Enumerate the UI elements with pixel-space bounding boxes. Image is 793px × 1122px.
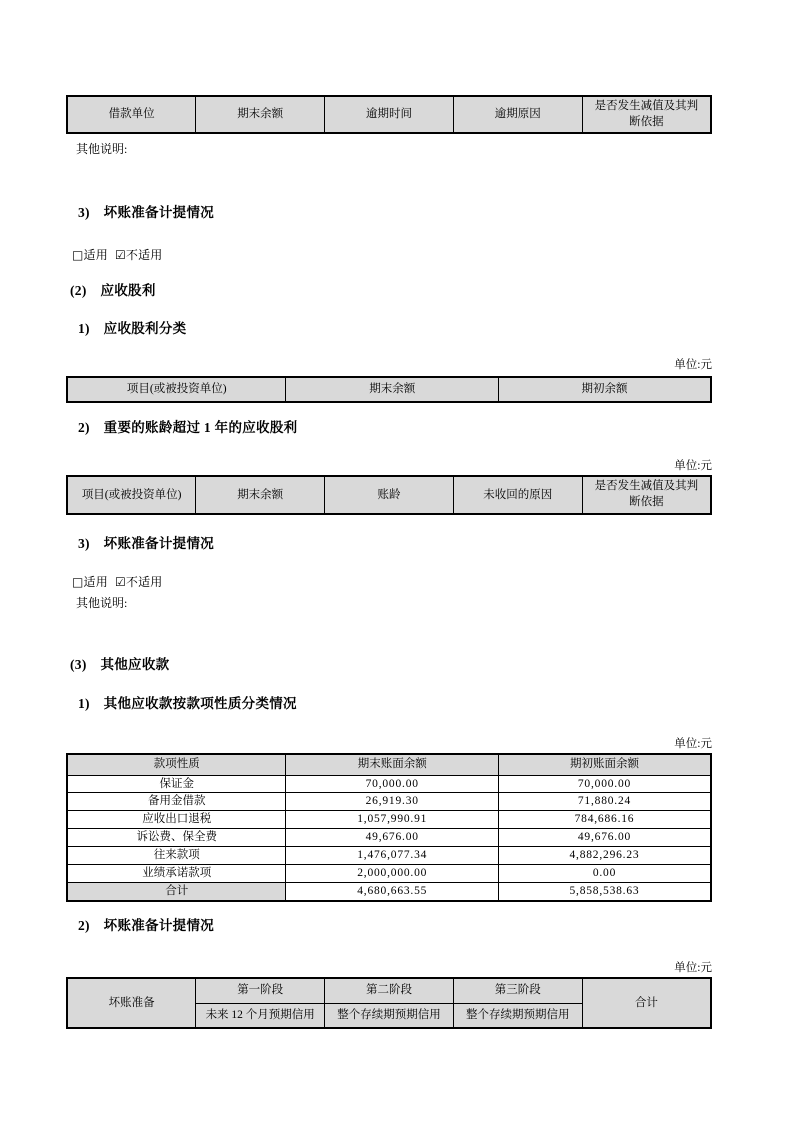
total-header: 合计 (582, 978, 711, 1028)
applicability-line-2 (72, 573, 163, 590)
column-header (582, 96, 711, 133)
bad-debt-stages-table (66, 977, 712, 1029)
table-header-row (67, 978, 711, 1003)
column-subheader: 整个存续期预期信用 (325, 1003, 454, 1028)
row-label-cell: 业绩承诺款项 (67, 865, 286, 883)
corner-header: 坏账准备 (67, 978, 196, 1028)
total-label-cell: 合计 (67, 883, 286, 901)
checkbox-not-applicable: ☑不适用 (114, 248, 163, 262)
aged-dividends-table (66, 475, 712, 515)
column-subheader: 未来 12 个月预期信用 (196, 1003, 325, 1028)
table-row (67, 793, 711, 811)
unit-label: 单位:元 (674, 962, 712, 974)
heading-bad-debt-provision-1: 3) 坏账准备计提情况 (78, 205, 215, 220)
checkbox-applicable: □适用 (72, 575, 108, 589)
row-label-cell: 诉讼费、保全费 (67, 829, 286, 847)
column-header: 期初余额 (498, 377, 711, 402)
checkbox-applicable: □适用 (72, 248, 108, 262)
table-total-row (67, 883, 711, 901)
column-header: 账龄 (325, 476, 454, 514)
applicability-line-1 (72, 246, 163, 263)
other-notes-label: 其他说明: (76, 596, 128, 610)
row-label-cell: 应收出口退税 (67, 811, 286, 829)
column-header: 期初账面余额 (498, 754, 711, 775)
column-header (582, 476, 711, 514)
column-header: 第三阶段 (453, 978, 582, 1003)
table-row (67, 829, 711, 847)
column-header: 逾期原因 (453, 96, 582, 133)
amount-cell: 0.00 (498, 865, 711, 883)
heading-dividend-classification: 1) 应收股利分类 (78, 321, 187, 336)
amount-cell: 71,880.24 (498, 793, 711, 811)
amount-cell: 49,676.00 (286, 829, 499, 847)
table-row (67, 847, 711, 865)
amount-cell: 784,686.16 (498, 811, 711, 829)
column-header: 款项性质 (67, 754, 286, 775)
column-header: 期末余额 (196, 96, 325, 133)
row-label-cell: 备用金借款 (67, 793, 286, 811)
unit-label: 单位:元 (674, 359, 712, 371)
unit-label: 单位:元 (674, 460, 712, 472)
column-header: 第二阶段 (325, 978, 454, 1003)
column-header: 未收回的原因 (453, 476, 582, 514)
amount-cell: 70,000.00 (498, 775, 711, 793)
row-label-cell: 往来款项 (67, 847, 286, 865)
column-header: 项目(或被投资单位) (67, 476, 196, 514)
amount-cell: 70,000.00 (286, 775, 499, 793)
column-header: 期末账面余额 (286, 754, 499, 775)
amount-cell: 26,919.30 (286, 793, 499, 811)
table-header-row (67, 476, 711, 514)
amount-cell: 49,676.00 (498, 829, 711, 847)
checkbox-not-applicable: ☑不适用 (114, 575, 163, 589)
column-header: 期末余额 (196, 476, 325, 514)
column-header: 借款单位 (67, 96, 196, 133)
other-notes-label: 其他说明: (76, 142, 128, 156)
other-receivables-table (66, 753, 712, 902)
table-header-row (67, 96, 711, 133)
row-label-cell: 保证金 (67, 775, 286, 793)
column-header-text: 是否发生减值及其判断依据 (594, 480, 699, 508)
heading-other-receivables: (3) 其他应收款 (70, 657, 170, 672)
column-header: 逾期时间 (325, 96, 454, 133)
amount-cell: 1,476,077.34 (286, 847, 499, 865)
column-subheader: 整个存续期预期信用 (453, 1003, 582, 1028)
unit-label: 单位:元 (674, 738, 712, 750)
heading-nature-classification: 1) 其他应收款按款项性质分类情况 (78, 696, 297, 711)
total-amount-cell: 4,680,663.55 (286, 883, 499, 901)
column-header: 项目(或被投资单位) (67, 377, 286, 402)
heading-aged-dividends: 2) 重要的账龄超过 1 年的应收股利 (78, 420, 298, 435)
overdue-loans-table (66, 95, 712, 134)
amount-cell: 2,000,000.00 (286, 865, 499, 883)
amount-cell: 1,057,990.91 (286, 811, 499, 829)
table-row (67, 811, 711, 829)
column-header: 期末余额 (286, 377, 499, 402)
table-header-row (67, 754, 711, 775)
heading-bad-debt-provision-3: 2) 坏账准备计提情况 (78, 918, 215, 933)
total-amount-cell: 5,858,538.63 (498, 883, 711, 901)
column-header: 第一阶段 (196, 978, 325, 1003)
column-header-text: 是否发生减值及其判断依据 (594, 99, 699, 128)
table-row (67, 775, 711, 793)
table-header-row (67, 377, 711, 402)
heading-bad-debt-provision-2: 3) 坏账准备计提情况 (78, 536, 215, 551)
heading-dividends-receivable: (2) 应收股利 (70, 283, 156, 298)
table-row (67, 865, 711, 883)
dividend-classification-table (66, 376, 712, 403)
amount-cell: 4,882,296.23 (498, 847, 711, 865)
